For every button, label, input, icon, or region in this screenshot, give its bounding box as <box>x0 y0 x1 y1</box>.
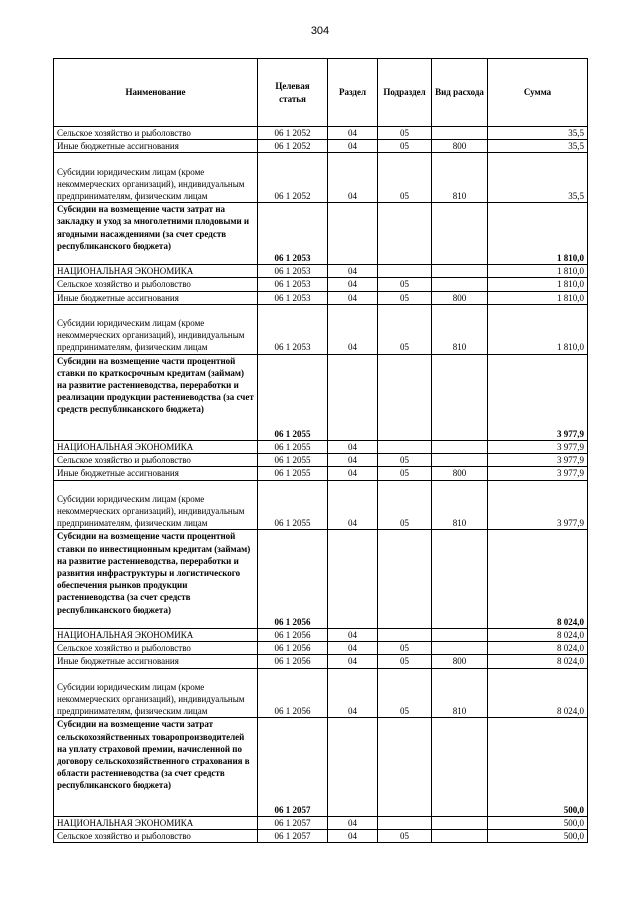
cell-expense-type: 810 <box>432 668 488 718</box>
cell-section: 04 <box>328 127 378 140</box>
cell-code: 06 1 2056 <box>258 629 328 642</box>
cell-code: 06 1 2057 <box>258 830 328 843</box>
table-row <box>54 480 588 530</box>
cell-subsection: 05 <box>378 127 432 140</box>
cell-section: 04 <box>328 140 378 153</box>
header-subsection: Подраздел <box>378 59 432 127</box>
cell-subsection: 05 <box>378 454 432 467</box>
cell-name: Субсидии юридическим лицам (кроме некоммерческих организаций), индивидуальным предпринимателям, физическим лицам <box>54 480 258 530</box>
cell-expense-type: 800 <box>432 291 488 304</box>
cell-section: 04 <box>328 830 378 843</box>
cell-code: 06 1 2053 <box>258 203 328 265</box>
table-row <box>54 265 588 278</box>
cell-section: 04 <box>328 480 378 530</box>
cell-sum: 1 810,0 <box>488 304 588 354</box>
cell-expense-type: 810 <box>432 480 488 530</box>
cell-expense-type <box>432 203 488 265</box>
cell-section <box>328 530 378 629</box>
header-name: Наименование <box>54 59 258 127</box>
cell-sum: 1 810,0 <box>488 291 588 304</box>
cell-section: 04 <box>328 655 378 668</box>
cell-code: 06 1 2052 <box>258 153 328 203</box>
cell-name: Сельское хозяйство и рыболовство <box>54 642 258 655</box>
cell-subsection: 05 <box>378 467 432 480</box>
cell-section: 04 <box>328 304 378 354</box>
cell-subsection: 05 <box>378 668 432 718</box>
cell-expense-type <box>432 718 488 817</box>
cell-code: 06 1 2056 <box>258 642 328 655</box>
cell-name: Иные бюджетные ассигнования <box>54 655 258 668</box>
cell-subsection <box>378 718 432 817</box>
cell-sum: 1 810,0 <box>488 203 588 265</box>
table-row-title <box>54 530 588 629</box>
cell-sum: 8 024,0 <box>488 629 588 642</box>
cell-sum: 1 810,0 <box>488 265 588 278</box>
cell-sum: 8 024,0 <box>488 530 588 629</box>
header-sum: Сумма <box>488 59 588 127</box>
cell-name: Сельское хозяйство и рыболовство <box>54 454 258 467</box>
table-row <box>54 655 588 668</box>
cell-sum: 3 977,9 <box>488 480 588 530</box>
cell-subsection: 05 <box>378 480 432 530</box>
cell-code: 06 1 2056 <box>258 530 328 629</box>
cell-expense-type: 810 <box>432 304 488 354</box>
table-row <box>54 127 588 140</box>
cell-section: 04 <box>328 467 378 480</box>
cell-name: НАЦИОНАЛЬНАЯ ЭКОНОМИКА <box>54 265 258 278</box>
table-row <box>54 629 588 642</box>
cell-section: 04 <box>328 817 378 830</box>
cell-subsection <box>378 441 432 454</box>
cell-code: 06 1 2055 <box>258 454 328 467</box>
cell-name: Субсидии на возмещение части затрат на закладку и уход за многолетними плодовыми и ягодными насаждениями (за счет средств республиканского бюджета) <box>54 203 258 265</box>
cell-name: НАЦИОНАЛЬНАЯ ЭКОНОМИКА <box>54 817 258 830</box>
cell-section: 04 <box>328 454 378 467</box>
cell-section: 04 <box>328 291 378 304</box>
table-body <box>54 127 588 843</box>
table-row <box>54 830 588 843</box>
cell-code: 06 1 2053 <box>258 304 328 354</box>
cell-section: 04 <box>328 629 378 642</box>
cell-subsection: 05 <box>378 278 432 291</box>
cell-expense-type <box>432 830 488 843</box>
cell-expense-type <box>432 441 488 454</box>
cell-code: 06 1 2053 <box>258 278 328 291</box>
cell-sum: 3 977,9 <box>488 467 588 480</box>
cell-expense-type <box>432 278 488 291</box>
cell-name: Субсидии на возмещение части затрат сельскохозяйственных товаропроизводителей на уплату страховой премии, начисленной по договору сельскохозяйственного страхования в области растениеводства (за счет средств республиканского бюджета) <box>54 718 258 817</box>
cell-section <box>328 203 378 265</box>
table-row <box>54 817 588 830</box>
cell-code: 06 1 2055 <box>258 354 328 440</box>
table-row <box>54 467 588 480</box>
cell-sum: 500,0 <box>488 830 588 843</box>
cell-code: 06 1 2053 <box>258 265 328 278</box>
cell-sum: 8 024,0 <box>488 668 588 718</box>
table-row-title <box>54 354 588 440</box>
cell-subsection: 05 <box>378 304 432 354</box>
table-row-title <box>54 203 588 265</box>
cell-expense-type <box>432 530 488 629</box>
cell-sum: 3 977,9 <box>488 441 588 454</box>
cell-subsection: 05 <box>378 153 432 203</box>
header-section: Раздел <box>328 59 378 127</box>
cell-code: 06 1 2055 <box>258 480 328 530</box>
cell-name: Субсидии на возмещение части процентной ставки по краткосрочным кредитам (займам) на развитие растениеводства, переработки и реализации продукции растениеводства (за счет средств республиканского бюджета) <box>54 354 258 440</box>
table-row <box>54 291 588 304</box>
table-row <box>54 140 588 153</box>
table-header-row <box>54 59 588 127</box>
cell-code: 06 1 2056 <box>258 655 328 668</box>
cell-expense-type <box>432 354 488 440</box>
cell-name: Иные бюджетные ассигнования <box>54 140 258 153</box>
cell-sum: 8 024,0 <box>488 642 588 655</box>
cell-name: Сельское хозяйство и рыболовство <box>54 830 258 843</box>
cell-code: 06 1 2057 <box>258 718 328 817</box>
cell-subsection <box>378 629 432 642</box>
cell-section: 04 <box>328 153 378 203</box>
cell-code: 06 1 2055 <box>258 441 328 454</box>
table-row <box>54 642 588 655</box>
cell-sum: 8 024,0 <box>488 655 588 668</box>
cell-name: Субсидии юридическим лицам (кроме некоммерческих организаций), индивидуальным предпринимателям, физическим лицам <box>54 668 258 718</box>
cell-name: Сельское хозяйство и рыболовство <box>54 278 258 291</box>
cell-name: Субсидии юридическим лицам (кроме некоммерческих организаций), индивидуальным предпринимателям, физическим лицам <box>54 153 258 203</box>
cell-sum: 500,0 <box>488 718 588 817</box>
cell-subsection: 05 <box>378 642 432 655</box>
page-number: 304 <box>310 25 330 37</box>
cell-code: 06 1 2057 <box>258 817 328 830</box>
cell-code: 06 1 2053 <box>258 291 328 304</box>
cell-code: 06 1 2052 <box>258 140 328 153</box>
header-expense-type: Вид расхода <box>432 59 488 127</box>
cell-subsection <box>378 530 432 629</box>
cell-section <box>328 718 378 817</box>
cell-expense-type <box>432 629 488 642</box>
cell-subsection: 05 <box>378 140 432 153</box>
cell-subsection <box>378 817 432 830</box>
cell-subsection: 05 <box>378 291 432 304</box>
cell-subsection <box>378 203 432 265</box>
cell-expense-type <box>432 817 488 830</box>
table-row <box>54 304 588 354</box>
cell-name: Иные бюджетные ассигнования <box>54 467 258 480</box>
cell-subsection <box>378 354 432 440</box>
table-row-title <box>54 718 588 817</box>
cell-section: 04 <box>328 278 378 291</box>
cell-subsection: 05 <box>378 830 432 843</box>
cell-name: Субсидии на возмещение части процентной ставки по инвестиционным кредитам (займам) на развитие растениеводства, переработки и развития инфраструктуры и логистического обеспечения рынков продукции растениеводства (за счет средств республиканского бюджета) <box>54 530 258 629</box>
cell-expense-type <box>432 265 488 278</box>
table-row <box>54 441 588 454</box>
cell-sum: 3 977,9 <box>488 454 588 467</box>
cell-expense-type: 800 <box>432 655 488 668</box>
cell-expense-type <box>432 642 488 655</box>
cell-expense-type: 800 <box>432 467 488 480</box>
cell-name: НАЦИОНАЛЬНАЯ ЭКОНОМИКА <box>54 441 258 454</box>
cell-section: 04 <box>328 642 378 655</box>
cell-code: 06 1 2055 <box>258 467 328 480</box>
cell-sum: 35,5 <box>488 153 588 203</box>
cell-code: 06 1 2056 <box>258 668 328 718</box>
cell-sum: 500,0 <box>488 817 588 830</box>
cell-sum: 35,5 <box>488 140 588 153</box>
cell-expense-type <box>432 127 488 140</box>
table-row <box>54 278 588 291</box>
cell-sum: 1 810,0 <box>488 278 588 291</box>
cell-sum: 35,5 <box>488 127 588 140</box>
cell-code: 06 1 2052 <box>258 127 328 140</box>
cell-subsection: 05 <box>378 655 432 668</box>
cell-subsection <box>378 265 432 278</box>
cell-section: 04 <box>328 668 378 718</box>
cell-expense-type <box>432 454 488 467</box>
cell-expense-type: 810 <box>432 153 488 203</box>
table-row <box>54 668 588 718</box>
cell-name: Субсидии юридическим лицам (кроме некоммерческих организаций), индивидуальным предпринимателям, физическим лицам <box>54 304 258 354</box>
budget-table <box>53 58 588 843</box>
cell-name: НАЦИОНАЛЬНАЯ ЭКОНОМИКА <box>54 629 258 642</box>
cell-section: 04 <box>328 265 378 278</box>
cell-section: 04 <box>328 441 378 454</box>
cell-sum: 3 977,9 <box>488 354 588 440</box>
cell-name: Сельское хозяйство и рыболовство <box>54 127 258 140</box>
cell-expense-type: 800 <box>432 140 488 153</box>
table-row <box>54 153 588 203</box>
cell-section <box>328 354 378 440</box>
table-row <box>54 454 588 467</box>
header-code: Целевая статья <box>258 59 328 127</box>
cell-name: Иные бюджетные ассигнования <box>54 291 258 304</box>
